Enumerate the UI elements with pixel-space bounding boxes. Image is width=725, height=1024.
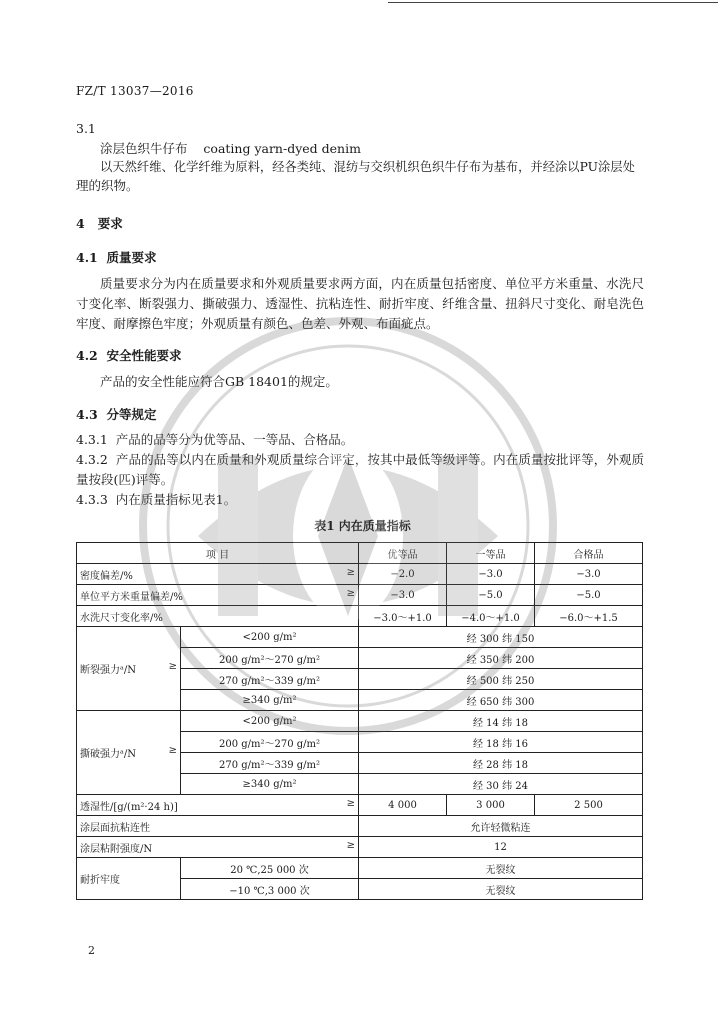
header-item: 项 目 <box>77 543 359 564</box>
tearing-range-3: 270 g/m²～339 g/m² <box>181 753 359 774</box>
permeability-op: ≥ <box>346 797 355 809</box>
breaking-op: ≥ <box>168 661 177 672</box>
section-4-3-number: 4.3 <box>76 407 98 422</box>
permeability-label: 透湿性/[g/(m²·24 h)] <box>80 801 178 813</box>
density-label: 密度偏差/% <box>80 570 133 582</box>
antiblock-label: 涂层面抗粘连性 <box>77 816 359 837</box>
section-4-number: 4 <box>76 216 85 231</box>
peel-label: 涂层粘附强度/N <box>80 843 153 855</box>
section-4-2-heading <box>76 346 181 364</box>
table-row <box>77 606 643 627</box>
tearing-range-2: 200 g/m²～270 g/m² <box>181 732 359 753</box>
breaking-label: 断裂强力ᵃ/N <box>80 665 136 676</box>
header-qualified: 合格品 <box>535 543 643 564</box>
table-row <box>77 837 643 858</box>
section-4-3-2-text: 产品的品等以内在质量和外观质量综合评定，按其中最低等级评等。内在质量按批评等，外观质量按段(匹)评等。 <box>76 452 644 487</box>
tearing-value-2: 经 18 纬 16 <box>359 732 643 753</box>
section-4-3-3 <box>76 490 646 510</box>
section-4-1-title: 质量要求 <box>106 250 157 265</box>
peel-op: ≥ <box>346 839 355 851</box>
section-4-1-heading <box>76 248 156 266</box>
tearing-label: 撕破强力ᵃ/N <box>80 749 136 760</box>
section-4-3-3-text: 内在质量指标见表1。 <box>115 492 237 507</box>
term-cn: 涂层色织牛仔布 <box>100 141 188 156</box>
quality-index-table <box>76 542 643 900</box>
breaking-value-2: 经 350 纬 200 <box>359 648 643 669</box>
tearing-range-4: ≥340 g/m² <box>181 774 359 795</box>
weight-superior: −3.0 <box>359 585 447 606</box>
tearing-value-3: 经 28 纬 18 <box>359 753 643 774</box>
section-4-3-3-number: 4.3.3 <box>76 492 108 507</box>
section-4-3-1-text: 产品的品等分为优等品、一等品、合格品。 <box>115 432 354 447</box>
section-3-1-number: 3.1 <box>76 121 96 136</box>
section-4-title: 要求 <box>97 216 123 231</box>
density-superior: −2.0 <box>359 564 447 585</box>
tearing-range-1: <200 g/m² <box>181 711 359 732</box>
section-4-1-text: 质量要求分为内在质量要求和外观质量要求两方面，内在质量包括密度、单位平方米重量、水洗尺寸变化率、断裂强力、撕破强力、透湿性、抗粘连性、耐折牢度、纤维含量、扭斜尺寸变化、耐皂洗色牢度、耐摩擦色牢度；外观质量有颜色、色差、外观、布面疵点。 <box>76 276 644 331</box>
permeability-first: 3 000 <box>447 795 535 816</box>
section-4-3-heading <box>76 405 156 423</box>
permeability-superior: 4 000 <box>359 795 447 816</box>
breaking-range-3: 270 g/m²～339 g/m² <box>181 669 359 690</box>
breaking-range-4: ≥340 g/m² <box>181 690 359 711</box>
section-4-3-2-number: 4.3.2 <box>76 452 108 467</box>
shrink-superior: −3.0～+1.0 <box>359 606 447 627</box>
section-4-2-title: 安全性能要求 <box>106 348 182 363</box>
weight-qualified: −5.0 <box>535 585 643 606</box>
weight-op: ≥ <box>346 587 355 599</box>
table-row <box>77 564 643 585</box>
density-first: −3.0 <box>447 564 535 585</box>
weight-label-cell <box>77 585 359 606</box>
section-4-3-1 <box>76 430 646 450</box>
peel-value: 12 <box>359 837 643 858</box>
breaking-value-4: 经 650 纬 300 <box>359 690 643 711</box>
flex-cond-2: −10 ℃,3 000 次 <box>181 879 359 900</box>
table-row <box>77 858 643 879</box>
header-first: 一等品 <box>447 543 535 564</box>
shrink-qualified: −6.0～+1.5 <box>535 606 643 627</box>
peel-label-cell <box>77 837 359 858</box>
section-3-1-definition-line1: 以天然纤维、化学纤维为原料，经各类纯、混纺与交织机织色织牛仔布为基布，并经涂以PU涂层处 <box>100 160 635 174</box>
doc-header-code: FZ/T 13037—2016 <box>76 84 194 98</box>
flex-value-1: 无裂纹 <box>359 858 643 879</box>
section-3-1-definition-line2: 理的织物。 <box>76 178 139 193</box>
shrink-label: 水洗尺寸变化率/% <box>77 606 359 627</box>
section-3-1-term <box>100 139 361 159</box>
tearing-label-cell <box>77 711 181 795</box>
antiblock-value: 允许轻微粘连 <box>359 816 643 837</box>
table-row <box>77 627 643 648</box>
section-4-heading <box>76 214 123 232</box>
table-row <box>77 585 643 606</box>
table-header-row <box>77 543 643 564</box>
density-label-cell <box>77 564 359 585</box>
page-number: 2 <box>88 944 95 957</box>
section-4-3-2 <box>76 450 644 490</box>
breaking-value-1: 经 300 纬 150 <box>359 627 643 648</box>
term-en: coating yarn-dyed denim <box>203 141 361 156</box>
permeability-label-cell <box>77 795 359 816</box>
table-caption: 表1 内在质量指标 <box>314 519 411 533</box>
weight-label: 单位平方米重量偏差/% <box>80 591 183 603</box>
section-4-2-text: 产品的安全性能应符合GB 18401的规定。 <box>100 374 338 389</box>
table-row <box>77 816 643 837</box>
breaking-value-3: 经 500 纬 250 <box>359 669 643 690</box>
flex-cond-1: 20 ℃,25 000 次 <box>181 858 359 879</box>
flex-label: 耐折牢度 <box>77 858 181 900</box>
tearing-value-4: 经 30 纬 24 <box>359 774 643 795</box>
top-rule <box>388 2 718 3</box>
section-4-3-title: 分等规定 <box>106 407 157 422</box>
flex-value-2: 无裂纹 <box>359 879 643 900</box>
density-op: ≥ <box>346 566 355 578</box>
section-4-2-number: 4.2 <box>76 348 98 363</box>
breaking-range-1: <200 g/m² <box>181 627 359 648</box>
tearing-op: ≥ <box>168 745 177 756</box>
section-4-3-1-number: 4.3.1 <box>76 432 108 447</box>
weight-first: −5.0 <box>447 585 535 606</box>
permeability-qualified: 2 500 <box>535 795 643 816</box>
shrink-first: −4.0～+1.0 <box>447 606 535 627</box>
header-superior: 优等品 <box>359 543 447 564</box>
density-qualified: −3.0 <box>535 564 643 585</box>
breaking-range-2: 200 g/m²～270 g/m² <box>181 648 359 669</box>
tearing-value-1: 经 14 纬 18 <box>359 711 643 732</box>
table-row <box>77 795 643 816</box>
breaking-label-cell <box>77 627 181 711</box>
section-4-1-number: 4.1 <box>76 250 98 265</box>
table-row <box>77 711 643 732</box>
